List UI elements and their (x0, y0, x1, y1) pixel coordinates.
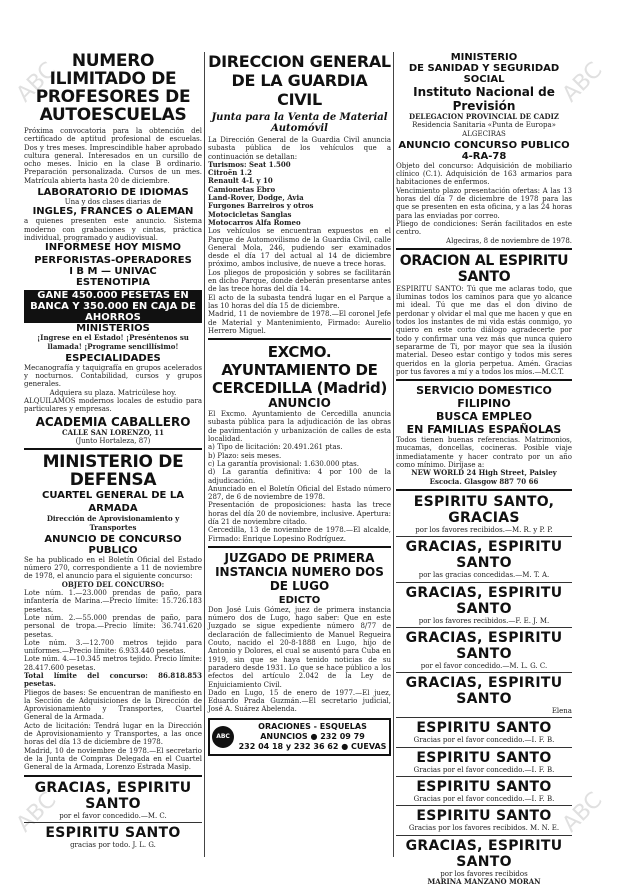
lab-text: Una y dos clases diarias de (64, 198, 162, 207)
vehicle-5: Land-Rover, Dodge, Avia (208, 193, 304, 203)
concurso-heading: ANUNCIO DE CONCURSO PUBLICO (44, 533, 182, 556)
lote-3: Lote núm. 3.—12.700 metros tejido para uniformes.—Precio límite: 6.933.440 pesetas. (24, 638, 202, 656)
cercedilla-c: c) La garantía provisional: 1.630.000 ptas. (208, 459, 359, 468)
notice-title: GRACIAS, ESPIRITU SANTO (405, 629, 563, 662)
edicto-heading: EDICTO (278, 594, 321, 606)
notice-sub: Elena (551, 707, 572, 716)
section-rule (396, 717, 572, 718)
defensa-signature: Madrid, 10 de noviembre de 1978.—El secretario de la Junta de Compras Delegada en el Cuartel General de la Armada, Lorenzo Estrada Masip. (24, 746, 202, 772)
guardia-signature: Madrid, 11 de noviembre de 1978.—El coronel Jefe de Material y Mantenimiento, Firmado: Aurelio Herrero Miguel. (208, 310, 391, 335)
lote-2: Lote núm. 2.—55.000 prendas de paño, para personal de tropa.—Precio límite: 36.741.620 pesetas. (24, 613, 202, 639)
defensa-title: MINISTERIO DE DEFENSA (42, 452, 184, 491)
notice-sub: Gracias por el favor concedido.—I. F. B. (413, 736, 555, 745)
adquiera-text: Adquiera su plaza. Matricúlese hoy. (49, 388, 177, 397)
section-rule (396, 489, 572, 491)
servicio-sub-2: EN FAMILIAS ESPAÑOLAS (406, 423, 562, 437)
final-title: GRACIAS, ESPIRITU SANTO (405, 837, 563, 870)
column-left (24, 52, 202, 849)
cercedilla-title: EXCMO. AYUNTAMIENTO DE CERCEDILLA (Madrid) (211, 343, 388, 398)
cercedilla-text-3: Presentación de proposiciones: hasta las trece horas del día 20 de noviembre, inclusive. Apertura: día 21 de noviembre citado. (208, 501, 391, 526)
column-divider (393, 52, 394, 857)
watermark-text: ABC (11, 57, 62, 108)
ingrese-text: ¡Ingrese en el Estado! ¡Preséntenos su llamada! ¡Programe sencillísimo! (37, 333, 189, 351)
gane-banner: GANE 450.000 PESETAS EN BANCA Y 350.000 EN CAJA DE AHORROS (24, 290, 202, 323)
delegacion-heading: DELEGACION PROVINCIAL DE CADIZ (409, 112, 559, 121)
guardia-text-2: Los vehículos se encuentran expuestos en el Parque de Automovilismo de la Guardia Civil, calle General Mola, 246, pudiendo ser examinados desde el día 17 del actual al 14 de diciembre próximo, ambos inclusive, de nueve a trece horas. (208, 227, 391, 269)
gracias-sub: por el favor concedido.—M. C. (59, 811, 167, 820)
cercedilla-text: El Excmo. Ayuntamiento de Cercedilla anuncia subasta pública para la adjudicación de las obras de pavimentación y urbanización de calles de esta localidad. (208, 410, 391, 444)
vehicle-3: Renault 4-L y 10 (208, 176, 273, 186)
informese-heading: INFORMESE HOY MISMO (45, 242, 181, 254)
cercedilla-text-2: Anunciado en el Boletín Oficial del Estado número 287, de 6 de noviembre de 1978. (208, 484, 391, 502)
oraciones-line-1: ANUNCIOS ● 232 09 79 (260, 731, 365, 741)
section-rule (396, 379, 572, 381)
ministerios-heading: MINISTERIOS (76, 323, 150, 335)
notice-title: GRACIAS, ESPIRITU SANTO (405, 584, 563, 617)
notice-item (396, 539, 572, 582)
concurso-text-1: Objeto del concurso: Adquisición de mobiliario clínico (C.1). Adquisición de 163 armarios para habitaciones de enfermos. (396, 161, 572, 187)
especialidades-text: Mecanografía y taquigrafía en grupos acelerados y nocturnos. Contabilidad, cursos y grupos generales. (24, 363, 202, 389)
notice-item (396, 494, 572, 537)
notice-item (396, 675, 572, 718)
section-rule (396, 805, 572, 806)
cercedilla-a: a) Tipo de licitación: 20.491.261 ptas. (208, 443, 343, 452)
lote-1: Lote núm. 1.—23.000 prendas de paño, para infantería de Marina.—Precio límite: 15.726.183 pesetas. (24, 589, 202, 614)
oracion-text: ESPIRITU SANTO: Tú que me aclaras todo, que iluminas todos los caminos para que yo alcance mi ideal. Tú que me das el don divino de perdonar y olvidar el mal que me hacen y que en todos los instantes de mi vida estás conmigo, yo quiero en este corto diálogo agradecerte por todo y confirmar una vez más que nunca quiero separarme de Ti, por mayor que sea la ilusión material. Deseo estar contigo y todos mis seres queridos en la gloria perpetua. Amén. Gracias por tus favores a mí y a todos los míos.—M.C.T. (396, 284, 572, 376)
juzgado-title: JUZGADO DE PRIMERA INSTANCIA NUMERO DOS DE LUGO (215, 550, 384, 593)
notice-item (396, 750, 572, 777)
watermark-text: ABC (11, 787, 62, 838)
notice-sub: por los favores recibidos.—M. R. y P. P. (415, 525, 553, 534)
servicio-title: SERVICIO DOMESTICO FILIPINO (416, 384, 552, 411)
total-text: Total límite del concurso: 86.818.853 pesetas. (24, 670, 202, 689)
academia-name: ACADEMIA CABALLERO (35, 414, 191, 429)
ministerio-heading: MINISTERIO (450, 52, 518, 63)
section-rule (24, 822, 202, 823)
cuartel-heading: CUARTEL GENERAL DE LA ARMADA (42, 490, 184, 515)
servicio-address: NEW WORLD 24 High Street, Paisley Escocia. Glasgow 887 70 66 (411, 468, 557, 486)
academia-address: CALLE SAN LORENZO, 11 (62, 427, 164, 437)
servicio-text: Todos tienen buenas referencias. Matrimonios, mucamas, doncellas, cocineras. Posible viaje inmediatamente y hacer contrato por un año como mínimo. Diríjase a: (396, 436, 572, 470)
section-rule (396, 672, 572, 673)
guardia-text: La Dirección General de la Guardia Civil anuncia subasta pública de los vehículos que a continuación se detallan: (208, 136, 391, 161)
final-sub: por los favores recibidos (440, 869, 528, 878)
notice-item (396, 720, 572, 747)
direccion-heading: Dirección de Aprovisionamiento y Transportes (46, 514, 180, 532)
section-rule (396, 747, 572, 748)
notice-sub: Gracias por el favor concedido.—I. F. B. (413, 794, 555, 803)
guardia-text-3: Los pliegos de proposición y sobres se facilitarán en dicho Parque, donde deberán presentarse antes de las trece horas del día 14. (208, 268, 391, 294)
abc-logo-badge: ABC (212, 726, 234, 748)
notice-title: ESPIRITU SANTO (416, 778, 552, 795)
idiomas-heading: INGLES, FRANCES o ALEMAN (32, 206, 194, 218)
cercedilla-anuncio: ANUNCIO (268, 396, 331, 411)
vehicle-2: Citroën 1.2 (208, 168, 252, 178)
section-rule (396, 835, 572, 836)
ibm-heading: I B M — UNIVAC (69, 266, 157, 278)
guardia-text-4: El acto de la subasta tendrá lugar en el Parque a las 10 horas del día 15 de diciembre. (208, 293, 391, 310)
section-rule (24, 448, 202, 450)
residencia-text: Residencia Sanitaria «Punta de Europa» ALGECIRAS (412, 121, 556, 138)
oracion-title: ORACION AL ESPIRITU SANTO (399, 252, 569, 285)
estenotipia-heading: ESTENOTIPIA (76, 277, 150, 289)
notice-title: ESPIRITU SANTO (416, 720, 552, 737)
notice-sub: Gracias por el favor concedido.—I. F. B. (413, 765, 555, 774)
notice-title: ESPIRITU SANTO, GRACIAS (413, 493, 555, 526)
section-rule (396, 248, 572, 250)
notice-sub: Gracias por los favores recibidos. M. N. E. (408, 824, 560, 833)
notice-item (396, 630, 572, 673)
lote-4: Lote núm. 4.—10.345 metros tejido. Precio límite: 28.417.600 pesetas. (24, 655, 202, 672)
concurso-text-3: Pliego de condiciones: Serán facilitados en este centro. (396, 219, 572, 237)
autoescuelas-intro: Próxima convocatoria para la obtención del certificado de aptitud profesional de escuelas. Dos y tres meses. Imprescindible haber aprobado cultura general. Interesados en un cursillo de ocho meses. Inicio en la clase B ordinario. Preparación personalizada. Cursos de un mes. Matrícula abierta hasta 20 de diciembre. (24, 127, 202, 185)
notice-list (396, 494, 572, 836)
column-right (396, 52, 572, 886)
notice-item (396, 585, 572, 628)
acto-text: Acto de licitación: Tendrá lugar en la Dirección de Aprovisionamiento y Transportes, a las once horas del día 13 de diciembre de 1978. (24, 721, 202, 747)
oraciones-title: ORACIONES - ESQUELAS (258, 721, 367, 731)
notice-title: GRACIAS, ESPIRITU SANTO (405, 539, 563, 572)
notice-title: ESPIRITU SANTO (416, 808, 552, 825)
section-rule (396, 582, 572, 583)
alquila-text: ALQUILAMOS modernos locales de estudio para particulares y empresas. (24, 397, 202, 414)
cercedilla-b: b) Plazo: seis meses. (208, 451, 282, 460)
pliegos-text: Pliegos de bases: Se encuentran de manifiesto en la Sección de Adquisiciones de la Dirección de Aprovisionamiento y Transportes, Cuartel General de la Armada. (24, 688, 202, 722)
objeto-heading: OBJETO DEL CONCURSO: (61, 579, 165, 589)
sanidad-heading: DE SANIDAD Y SEGURIDAD SOCIAL (408, 63, 560, 85)
watermark-text: ABC (557, 57, 608, 108)
juzgado-text: Don José Luis Gómez, juez de primera instancia número dos de Lugo, hago saber: Que en este Juzgado se sigue expediente número 8/77 de declaración de fallecimiento de Manuel Regueira Couto, nacido el 20-8-1888 en Lugo, hijo de Antonio y Dolores, el cual se ausentó para Cuba en 1919, sin que se haya tenido noticias de su paradero desde 1931. Lo que se hace público a los efectos del artículo 2.042 de la Ley de Enjuiciamiento Civil. (208, 605, 391, 689)
notice-title: ESPIRITU SANTO (416, 749, 552, 766)
cercedilla-signature: Cercedilla, 13 de noviembre de 1978.—El alcalde, Firmado: Enrique Lopesino Rodríguez. (208, 526, 391, 543)
instituto-heading: Instituto Nacional de Previsión (413, 85, 555, 113)
vehicle-6: Furgones Barreiros y otros (208, 201, 314, 211)
section-rule (24, 775, 202, 777)
concurso-heading: ANUNCIO CONCURSO PUBLICO 4-RA-78 (398, 139, 570, 162)
oraciones-line-2: 232 04 18 y 232 36 62 ● CUEVAS (238, 741, 387, 751)
academia-hours: (Junto Hortaleza, 87) (75, 436, 151, 445)
cercedilla-d: d) La garantía definitiva: 4 por 100 de la adjudicación. (208, 468, 391, 485)
column-divider (204, 52, 205, 857)
especialidades-heading: ESPECIALIDADES (65, 352, 161, 364)
lab-heading: LABORATORIO DE IDIOMAS (37, 187, 189, 199)
idiomas-text: a quienes presenten este anuncio. Sistema moderno con grabaciones y cintas, práctica individual, programado y audiovisual. (24, 217, 202, 242)
guardia-sub: Junta para la Venta de Material Automóvil (211, 112, 388, 134)
perforistas-heading: PERFORISTAS-OPERADORES (34, 255, 192, 267)
section-rule (208, 338, 391, 340)
vehicle-7: Motocicletas Sanglas (208, 209, 292, 219)
notice-title: GRACIAS, ESPIRITU SANTO (405, 675, 563, 708)
defensa-text: Se ha publicado en el Boletín Oficial del Estado número 270, correspondiente a 11 de noviembre de 1978, el anuncio para el siguiente concurso: (24, 555, 202, 581)
autoescuelas-title: NUMERO ILIMITADO DE PROFESORES DE AUTOESCUELAS (35, 51, 191, 125)
vehicle-1: Turismos: Seat 1.500 (208, 159, 291, 169)
espiritu-sub: gracias por todo. J. L. G. (70, 840, 156, 849)
concurso-text-2: Vencimiento plazo presentación ofertas: A las 13 horas del día 7 de diciembre de 1978 para las que se presenten en esta oficina, y a las 24 horas para las enviadas por correo. (396, 186, 572, 220)
concurso-signature: Algeciras, 8 de noviembre de 1978. (446, 236, 572, 245)
section-rule (396, 536, 572, 537)
notice-sub: por el favor concedido.—M. L. G. C. (420, 661, 548, 670)
section-rule (396, 776, 572, 777)
final-name: MARINA MANZANO MORAN (427, 876, 541, 886)
column-center (208, 52, 391, 756)
vehicle-4: Camionetas Ebro (208, 184, 276, 194)
gracias-title: GRACIAS, ESPIRITU SANTO (34, 779, 192, 812)
juzgado-signature: Dado en Lugo, 15 de enero de 1977.—El juez, Eduardo Prada Guzmán.—El secretario judicial, José A. Suárez Abelenda. (208, 688, 391, 714)
espiritu-title: ESPIRITU SANTO (45, 824, 181, 841)
notice-item (396, 779, 572, 806)
guardia-title: DIRECCION GENERAL DE LA GUARDIA CIVIL (208, 52, 391, 109)
vehicle-8: Motocarros Alfa Romeo (208, 217, 301, 227)
section-rule (208, 546, 391, 548)
section-rule (396, 627, 572, 628)
notice-sub: por los favores recibidos.—F. E. J. M. (418, 616, 550, 625)
notice-item (396, 808, 572, 835)
oraciones-box (208, 718, 391, 756)
servicio-sub: BUSCA EMPLEO (435, 410, 533, 424)
watermark-text: ABC (557, 787, 608, 838)
notice-sub: por las gracias concedidas.—M. T. A. (418, 571, 550, 580)
